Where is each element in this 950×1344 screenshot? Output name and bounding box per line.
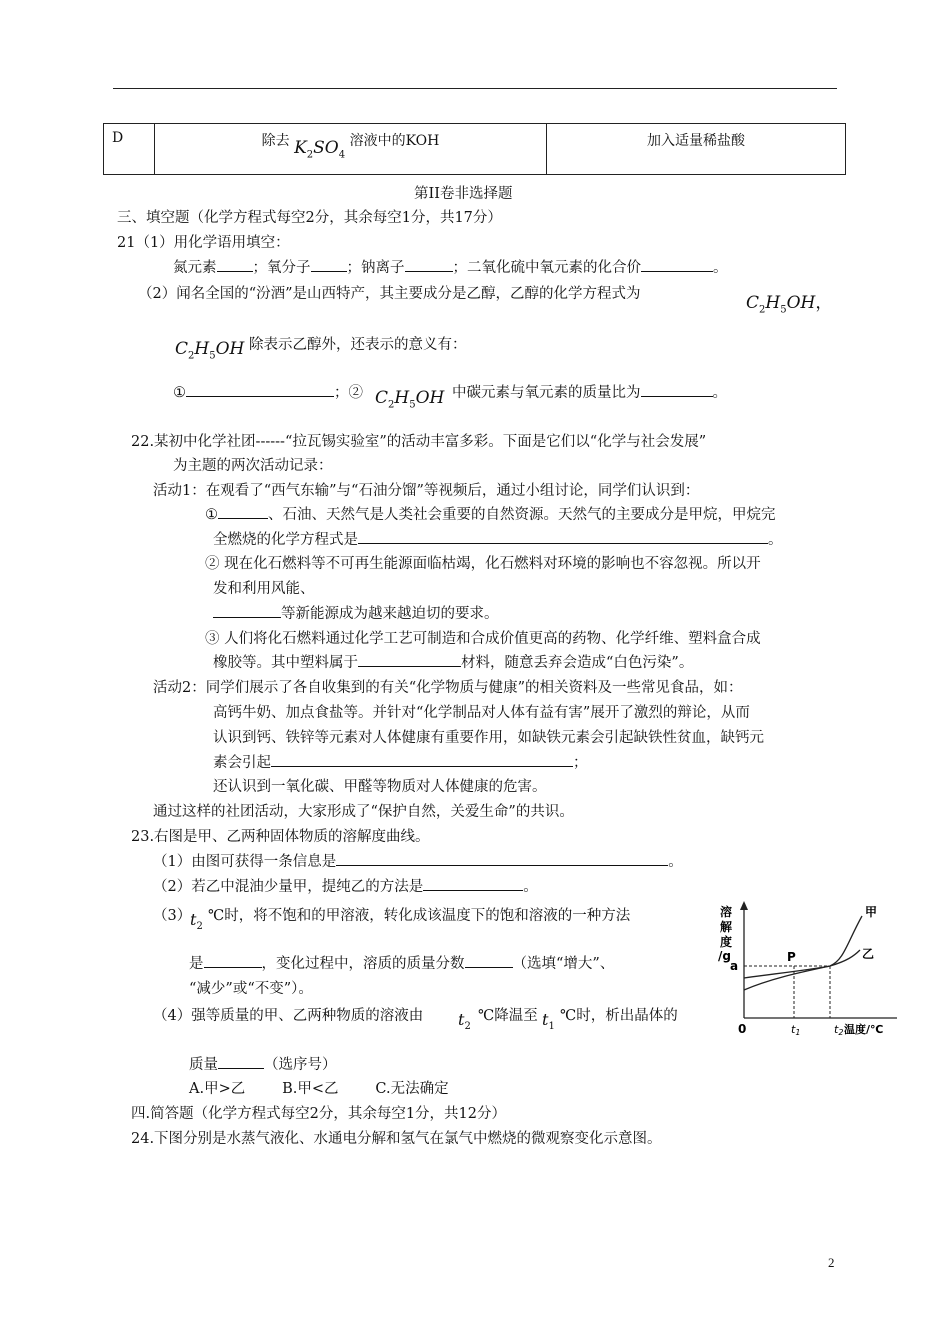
answer-blank[interactable] <box>218 1054 264 1069</box>
q22-line2: 为主题的两次活动记录： <box>173 458 333 474</box>
q23-line4-prefix: （3） <box>153 908 192 924</box>
q23-line7-mid: ℃降温至 <box>478 1008 538 1024</box>
q23-line8: 质量 （选序号） <box>189 1053 337 1074</box>
q22-line6: ② 现在化石燃料等不可再生能源面临枯竭，化石燃料对环境的影响也不容忽视。所以开 <box>205 556 761 572</box>
section-2-title: 第II卷非选择题 <box>414 186 513 202</box>
answer-blank[interactable] <box>641 382 713 397</box>
options-table <box>103 123 846 175</box>
q22-line9: ③ 人们将化石燃料通过化学工艺可制造和合成价值更高的药物、化学纤维、塑料盒合成 <box>205 631 761 647</box>
q23-line3: （2）若乙中混油少量甲，提纯乙的方法是 。 <box>153 875 538 896</box>
q23-line4: ℃时，将不饱和的甲溶液，转化成该温度下的饱和溶液的一种方法 <box>208 908 631 924</box>
solubility-chart <box>712 898 912 1048</box>
q23-options: A.甲>乙 B.甲<乙 C.无法确定 <box>189 1081 449 1097</box>
t2-symbol: $t_2$ <box>190 910 203 933</box>
q22-line14: 素会引起 ； <box>213 751 588 772</box>
ytick-a: a <box>730 959 739 973</box>
answer-blank[interactable] <box>358 652 461 667</box>
answer-blank[interactable] <box>641 257 713 272</box>
answer-blank[interactable] <box>271 752 573 767</box>
ylabel-char-4: /g <box>718 949 731 963</box>
q22-line1: 22.某初中化学社团------“拉瓦锡实验室”的活动丰富多彩。下面是它们以“化学与社会发展” <box>131 434 707 450</box>
answer-blank[interactable] <box>218 504 268 519</box>
ethanol-formula-3: $C_2H_5OH$ <box>375 388 445 411</box>
q23-line5: 是 ，变化过程中，溶质的质量分数 （选填“增大”、 <box>189 952 614 973</box>
series-jia-label: 甲 <box>865 905 878 919</box>
q23-line7: （4）强等质量的甲、乙两种物质的溶液由 <box>153 1008 424 1024</box>
q22-line10: 橡胶等。其中塑料属于 材料，随意丢弃会造成“白色污染”。 <box>213 651 693 672</box>
answer-blank[interactable] <box>405 257 453 272</box>
q21-line2: 氮元素 ；氧分子 ；钠离子 ；二氧化硫中氧元素的化合价 。 <box>173 256 728 277</box>
xtick-t1: t1 <box>791 1023 801 1037</box>
ethanol-formula: $C_2H_5OH$， <box>746 293 833 316</box>
t1-symbol: $t_1$ <box>542 1010 555 1033</box>
q22-line8: 等新能源成为越来越迫切的要求。 <box>213 602 499 623</box>
answer-blank[interactable] <box>204 953 262 968</box>
xtick-0: 0 <box>738 1022 747 1036</box>
q22-line15: 还认识到一氧化碳、甲醛等物质对人体健康的危害。 <box>213 779 547 795</box>
q21-line1: 21（1）用化学语用填空： <box>117 235 290 251</box>
table-row <box>104 124 846 175</box>
q23-line2: （1）由图可获得一条信息是 。 <box>153 850 683 871</box>
ethanol-formula-2: $C_2H_5OH$ <box>175 339 245 362</box>
answer-blank[interactable] <box>358 529 768 544</box>
chart-ylabel <box>718 904 732 963</box>
k2so4-formula: $K_2SO_4$ <box>294 138 346 161</box>
y-axis-arrow <box>740 901 748 910</box>
answer-blank[interactable] <box>213 603 281 618</box>
q22-line13: 认识到钙、铁锌等元素对人体健康有重要作用，如缺铁元素会引起缺铁性贫血，缺钙元 <box>213 730 764 746</box>
q22-line5: 全燃烧的化学方程式是 。 <box>213 528 783 549</box>
point-p-label: P <box>787 950 796 964</box>
q22-line3: 活动1：在观看了“西气东输”与“石油分馏”等视频后，通过小组讨论，同学们认识到： <box>153 483 700 499</box>
t2-symbol-2: $t_2$ <box>458 1010 471 1033</box>
answer-blank[interactable] <box>217 257 253 272</box>
q23-line6: “减少”或“不变”）。 <box>189 981 313 997</box>
option-purpose: 除去 $K_2SO_4$ 溶液中的KOH <box>155 124 547 175</box>
series-jia-line <box>744 916 862 990</box>
q22-line7: 发和利用风能、 <box>213 581 315 597</box>
q23-line1: 23.右图是甲、乙两种固体物质的溶解度曲线。 <box>131 829 430 845</box>
answer-blank[interactable] <box>423 876 523 891</box>
q22-line4: ① 、石油、天然气是人类社会重要的自然资源。天然气的主要成分是甲烷，甲烷完 <box>205 503 776 524</box>
option-letter: D <box>104 124 155 175</box>
q24-line: 24.下图分别是水蒸气液化、水通电分解和氢气在氯气中燃烧的微观察变化示意图。 <box>131 1131 662 1147</box>
answer-blank[interactable] <box>311 257 347 272</box>
xlabel: 温度/℃ <box>844 1023 884 1036</box>
q22-line11: 活动2：同学们展示了各自收集到的有关“化学物质与健康”的相关资料及一些常见食品，如： <box>153 680 743 696</box>
q21-line4: 除表示乙醇外，还表示的意义有： <box>249 337 467 353</box>
answer-blank[interactable] <box>465 953 513 968</box>
q21-line5: ① ；② <box>173 381 363 402</box>
answer-blank[interactable] <box>336 851 668 866</box>
series-yi-label: 乙 <box>862 947 875 961</box>
page-number: 2 <box>828 1255 835 1270</box>
q22-line16: 通过这样的社团活动，大家形成了“保护自然，关爱生命”的共识。 <box>153 804 574 820</box>
q21-line5-cont: 中碳元素与氧元素的质量比为 。 <box>452 381 727 402</box>
option-method: 加入适量稀盐酸 <box>547 124 846 175</box>
answer-blank[interactable] <box>186 382 334 397</box>
header-rule <box>113 88 837 89</box>
q23-line7-end: ℃时，析出晶体的 <box>560 1008 678 1024</box>
q22-line12: 高钙牛奶、加点食盐等。并针对“化学制品对人体有益有害”展开了激烈的辩论，从而 <box>213 705 750 721</box>
ylabel-char-1: 溶 <box>720 905 733 919</box>
ylabel-char-3: 度 <box>720 935 733 949</box>
ylabel-char-2: 解 <box>720 920 733 934</box>
section-3-title: 三、填空题（化学方程式每空2分，其余每空1分，共17分） <box>117 210 502 226</box>
q21-line3: （2）闻名全国的“汾酒”是山西特产，其主要成分是乙醇，乙醇的化学方程式为 <box>138 286 641 302</box>
section-4-title: 四.简答题（化学方程式每空2分，其余每空1分，共12分） <box>131 1106 507 1122</box>
xtick-t2: t2 <box>834 1023 844 1037</box>
